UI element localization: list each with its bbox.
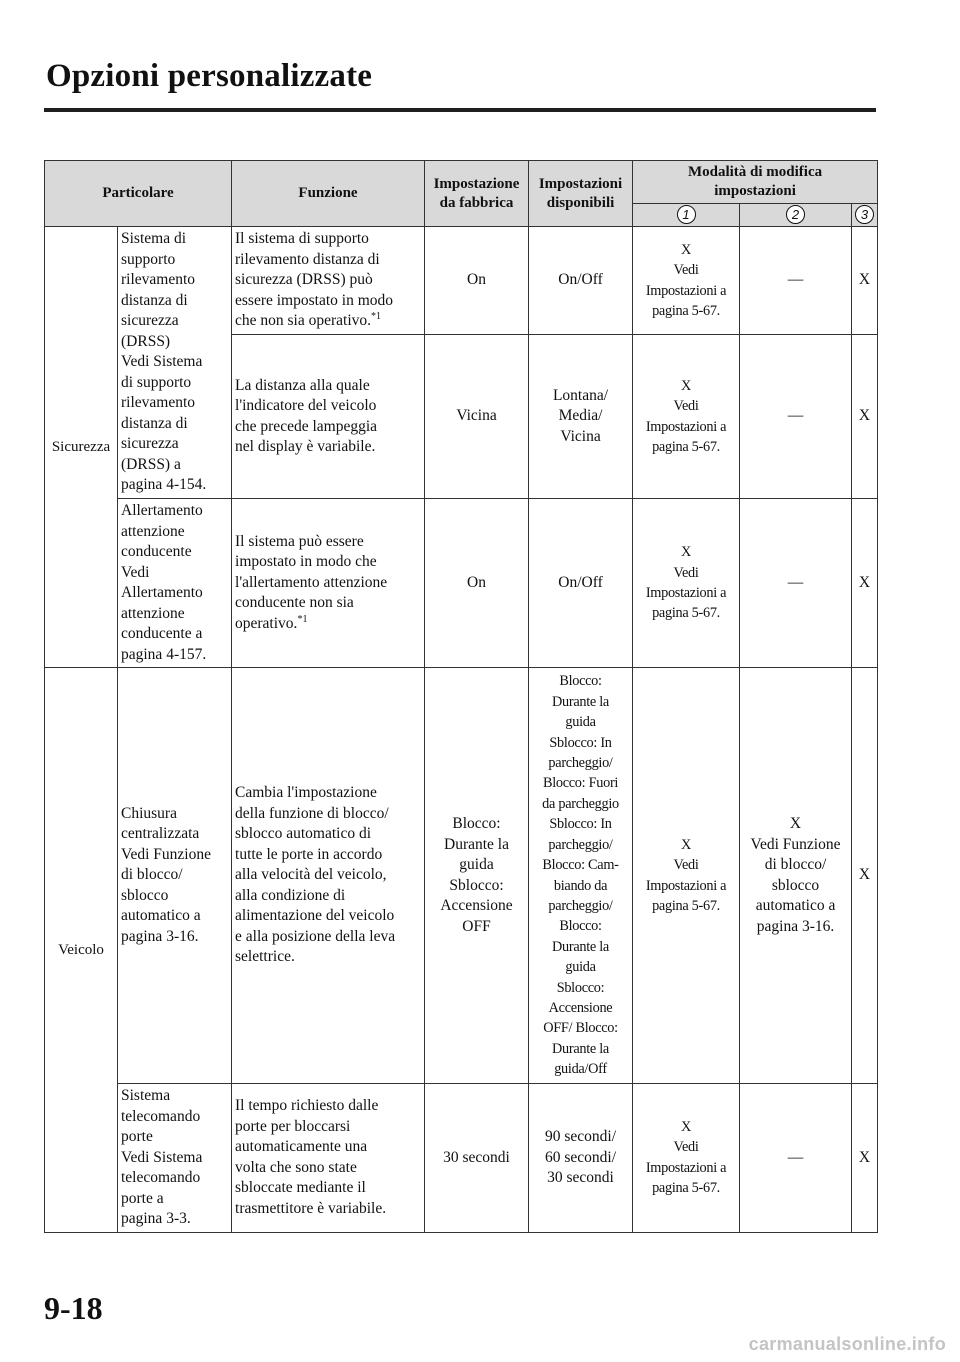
header-method-2 (740, 204, 852, 227)
circled-number-1-icon: 1 (677, 205, 696, 224)
method-3-cell: X (852, 1084, 878, 1233)
method-1-cell: X Vedi Impostazioni a pagina 5-67. (633, 335, 740, 499)
custom-options-table (44, 160, 878, 1233)
funzione-text: Il sistema di supporto rilevamento distanza di sicurezza (DRSS) può essere impostato in modo che non sia operativo. (235, 230, 394, 330)
header-modalita-modifica: Modalità di modifica impostazioni (633, 161, 878, 204)
method-3-cell: X (852, 668, 878, 1084)
particolare-cell: Allertamento attenzione conducente Vedi Allertamento attenzione conducente a pagina 4-157. (118, 499, 232, 668)
method-1-cell: X Vedi Impostazioni a pagina 5-67. (633, 499, 740, 668)
method-1-cell: X Vedi Impostazioni a pagina 5-67. (633, 1084, 740, 1233)
method-3-cell: X (852, 335, 878, 499)
funzione-cell (232, 499, 425, 668)
method-3-cell: X (852, 499, 878, 668)
category-sicurezza: Sicurezza (45, 227, 118, 668)
particolare-cell: Chiusura centralizzata Vedi Funzione di blocco/ sblocco automatico a pagina 3-16. (118, 668, 232, 1084)
category-veicolo: Veicolo (45, 668, 118, 1233)
disponibili-cell: Lontana/ Media/ Vicina (529, 335, 633, 499)
method-3-cell: X (852, 227, 878, 335)
method-2-cell: — (740, 227, 852, 335)
title-rule (44, 108, 876, 112)
fabbrica-cell: 30 secondi (425, 1084, 529, 1233)
method-1-cell: X Vedi Impostazioni a pagina 5-67. (633, 668, 740, 1084)
header-row (45, 161, 878, 204)
method-2-cell: — (740, 1084, 852, 1233)
page-title: Opzioni personalizzate (46, 58, 373, 94)
disponibili-cell: Blocco: Durante la guida Sblocco: In parcheggio/ Blocco: Fuori da parcheggio Sblocco: In parcheggio/ Blocco: Cam- biando da parcheggio/ Blocco: Durante la guida Sblocco: Accensione OFF/ Blocco: Durante la guida/Off (529, 668, 633, 1084)
fabbrica-cell: Vicina (425, 335, 529, 499)
funzione-cell: La distanza alla quale l'indicatore del veicolo che precede lampeggia nel display è variabile. (232, 335, 425, 499)
header-impostazioni-disponibili: Impostazioni disponibili (529, 161, 633, 227)
method-2-cell: — (740, 335, 852, 499)
fabbrica-cell: On (425, 227, 529, 335)
table-row (45, 499, 878, 668)
table-row (45, 1084, 878, 1233)
table-row (45, 227, 878, 335)
header-method-1 (633, 204, 740, 227)
page-number: 9-18 (44, 1290, 103, 1326)
funzione-cell: Cambia l'impostazione della funzione di blocco/ sblocco automatico di tutte le porte in accordo alla velocità del veicolo, alla condizione di alimentazione del veicolo e alla posizione della leva selettrice. (232, 668, 425, 1084)
particolare-cell: Sistema telecomando porte Vedi Sistema telecomando porte a pagina 3-3. (118, 1084, 232, 1233)
header-particolare: Particolare (45, 161, 232, 227)
disponibili-cell: On/Off (529, 499, 633, 668)
disponibili-cell: On/Off (529, 227, 633, 335)
fabbrica-cell: Blocco: Durante la guida Sblocco: Accensione OFF (425, 668, 529, 1084)
footnote-marker: *1 (371, 311, 382, 323)
header-funzione: Funzione (232, 161, 425, 227)
footnote-marker: *1 (297, 613, 308, 625)
watermark: carmanualsonline.info (748, 1334, 946, 1354)
funzione-cell: Il tempo richiesto dalle porte per bloccarsi automaticamente una volta che sono state sbloccate mediante il trasmettitore è variabile. (232, 1084, 425, 1233)
particolare-cell: Sistema di supporto rilevamento distanza di sicurezza (DRSS) Vedi Sistema di supporto rilevamento distanza di sicurezza (DRSS) a pagina 4-154. (118, 227, 232, 499)
method-1-cell: X Vedi Impostazioni a pagina 5-67. (633, 227, 740, 335)
circled-number-3-icon: 3 (855, 205, 874, 224)
funzione-cell (232, 227, 425, 335)
table-row (45, 668, 878, 1084)
method-2-cell: X Vedi Funzione di blocco/ sblocco automatico a pagina 3-16. (740, 668, 852, 1084)
header-method-3 (852, 204, 878, 227)
funzione-text: Il sistema può essere impostato in modo che l'allertamento attenzione conducente non sia operativo. (235, 532, 388, 632)
fabbrica-cell: On (425, 499, 529, 668)
method-2-cell: — (740, 499, 852, 668)
circled-number-2-icon: 2 (786, 205, 805, 224)
disponibili-cell: 90 secondi/ 60 secondi/ 30 secondi (529, 1084, 633, 1233)
header-impostazione-fabbrica: Impostazione da fabbrica (425, 161, 529, 227)
